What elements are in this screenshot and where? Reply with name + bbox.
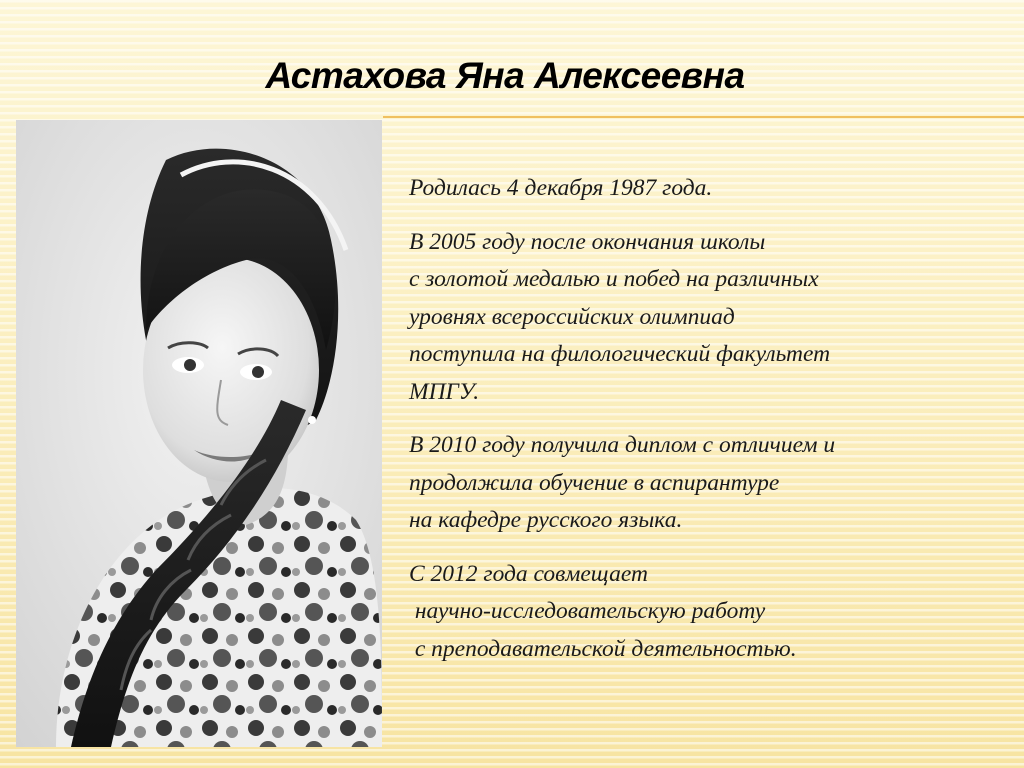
bio-line: научно-исследовательскую работу (409, 598, 766, 624)
bio-paragraph-diploma (409, 427, 1009, 540)
bio-line: Родилась 4 декабря 1987 года. (409, 175, 713, 201)
portrait-illustration (16, 120, 382, 747)
bio-paragraph-birth (409, 170, 1009, 208)
bio-paragraph-education (409, 224, 1009, 412)
bio-line: на кафедре русского языка. (409, 507, 683, 533)
portrait-photo (16, 120, 382, 747)
bio-line: продолжила обучение в аспирантуре (409, 469, 780, 496)
bio-line: уровнях всероссийских олимпиад (409, 303, 735, 330)
bio-line: В 2010 году получила диплом с отличием и (409, 432, 836, 458)
bio-line: С 2012 года совмещает (409, 560, 648, 587)
bio-line: В 2005 году после окончания школы (409, 228, 766, 255)
bio-paragraph-career (409, 556, 1009, 669)
bio-line: с золотой медалью и побед на различных (409, 266, 819, 292)
bio-line: с преподавательской деятельностью. (409, 635, 797, 662)
bio-line: МПГУ. (409, 378, 480, 405)
title-divider (383, 116, 1024, 118)
bio-text (409, 170, 1009, 684)
bio-line: поступила на филологический факультет (409, 341, 831, 367)
slide-title: Астахова Яна Алексеевна (265, 55, 745, 96)
